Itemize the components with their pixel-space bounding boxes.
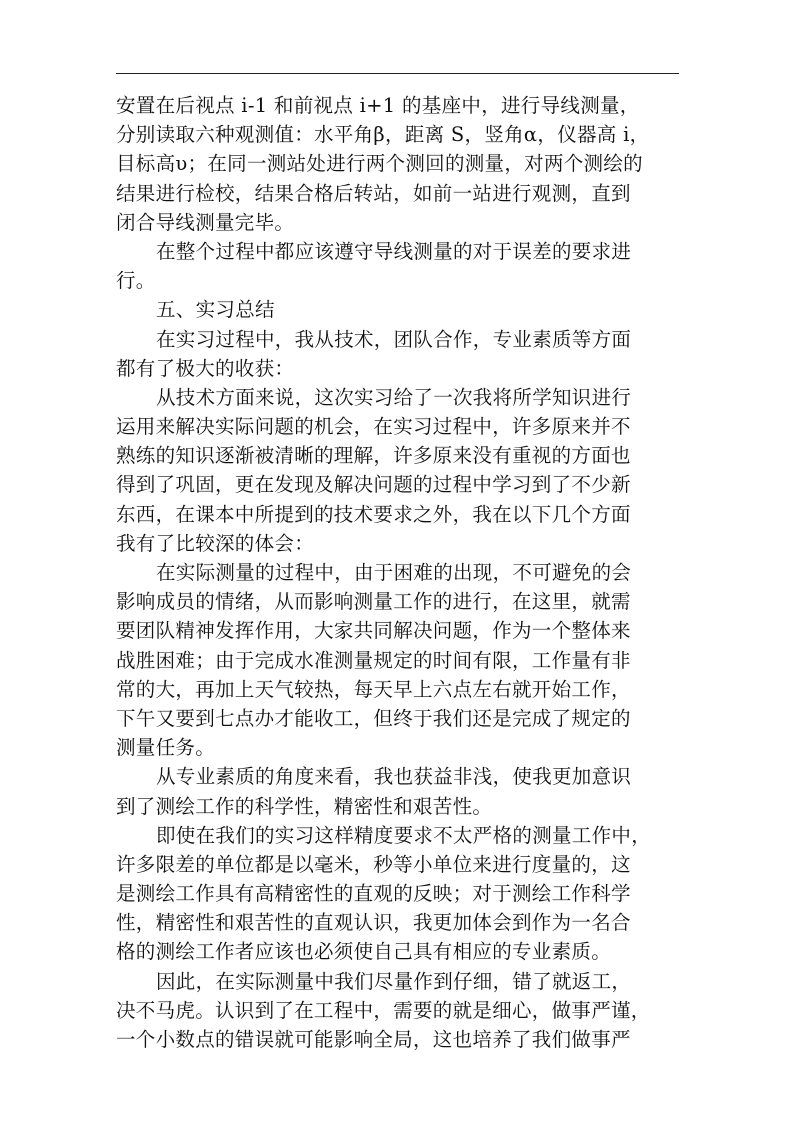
text-line: 即使在我们的实习这样精度要求不太严格的测量工作中， [156,823,652,847]
text-line: 分别读取六种观测值：水平角β，距离 S，竖角α，仪器高 i， [116,123,650,147]
text-line: 熟练的知识逐渐被清晰的理解，许多原来没有重视的方面也 [116,444,631,468]
text-line: 到了测绘工作的科学性，精密性和艰苦性。 [116,794,493,818]
text-line: 得到了巩固，更在发现及解决问题的过程中学习到了不少新 [116,473,631,497]
text-line: 下午又要到七点办才能收工，但终于我们还是完成了规定的 [116,706,631,730]
text-line: 五、实习总结 [156,298,275,322]
text-line: 从专业素质的角度来看，我也获益非浅，使我更加意识 [156,765,632,789]
text-line: 在实际测量的过程中，由于困难的出现，不可避免的会 [156,561,632,584]
text-line: 测量任务。 [116,736,216,760]
text-line: 格的测绘工作者应该也必须使自己具有相应的专业素质。 [116,940,612,964]
text-line: 行。 [116,269,156,293]
text-line: 安置在后视点 i-1 和前视点 i+1 的基座中，进行导线测量， [116,94,640,117]
text-line: 在实习过程中，我从技术，团队合作，专业素质等方面 [156,327,632,351]
text-line: 我有了比较深的体会： [116,531,315,555]
text-line: 一个小数点的错误就可能影响全局，这也培养了我们做事严 [116,1028,631,1051]
text-line: 因此，在实际测量中我们尽量作到仔细，错了就返工， [156,969,632,993]
text-line: 性，精密性和艰苦性的直观认识，我更加体会到作为一名合 [116,911,631,935]
header-rule [116,73,679,74]
text-line: 都有了极大的收获： [116,356,295,380]
text-line: 结果进行检校，结果合格后转站，如前一站进行观测，直到 [116,181,631,205]
text-line: 要团队精神发挥作用，大家共同解决问题，作为一个整体来 [116,619,631,643]
text-line: 在整个过程中都应该遵守导线测量的对于误差的要求进 [156,239,632,263]
text-line: 从技术方面来说，这次实习给了一次我将所学知识进行 [156,385,632,409]
text-line: 闭合导线测量完毕。 [116,210,295,234]
text-line: 目标高υ；在同一测站处进行两个测回的测量，对两个测绘的 [116,152,643,176]
text-line: 影响成员的情绪，从而影响测量工作的进行，在这里，就需 [116,590,631,614]
text-line: 是测绘工作具有高精密性的直观的反映；对于测绘工作科学 [116,882,631,906]
text-line: 决不马虎。认识到了在工程中，需要的就是细心，做事严谨， [116,998,651,1022]
text-line: 运用来解决实际问题的机会，在实习过程中，许多原来并不 [116,415,631,439]
text-line: 战胜困难；由于完成水准测量规定的时间有限，工作量有非 [116,648,631,672]
text-line: 东西，在课本中所提到的技术要求之外，我在以下几个方面 [116,502,631,526]
body-text [116,91,676,1054]
text-line: 许多限差的单位都是以毫米，秒等小单位来进行度量的，这 [116,852,631,876]
text-line: 常的大，再加上天气较热，每天早上六点左右就开始工作， [116,677,631,701]
